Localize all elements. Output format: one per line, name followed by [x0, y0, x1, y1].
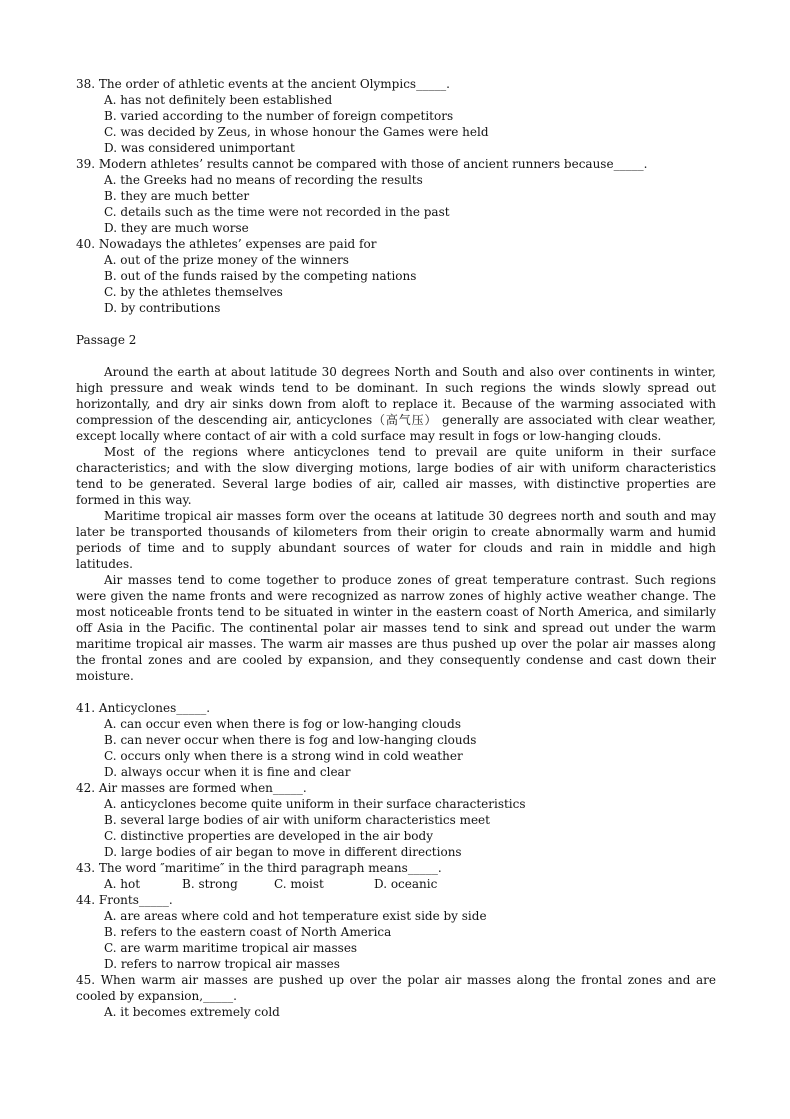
question-42-option-d: D. large bodies of air began to move in different directions [104, 845, 462, 859]
question-42-option-b: B. several large bodies of air with uniform characteristics meet [104, 813, 490, 827]
passage-paragraph-3: Maritime tropical air masses form over the oceans at latitude 30 degrees north and south and may later be transported thousands of kilometers from their origin to create abnormally warm and humid periods of time and to supply abundant sources of water for clouds and rain in middle and high latitudes. [76, 509, 716, 571]
question-39-option-c: C. details such as the time were not recorded in the past [104, 205, 450, 219]
question-38-option-d: D. was considered unimportant [104, 141, 295, 155]
question-45-stem: 45. When warm air masses are pushed up over the polar air masses along the frontal zones and are cooled by expansion,_____. [76, 973, 716, 1003]
passage-heading: Passage 2 [76, 333, 137, 347]
question-40-option-a: A. out of the prize money of the winners [104, 253, 349, 267]
question-40-stem: 40. Nowadays the athletes’ expenses are paid for [76, 237, 377, 251]
question-39-option-b: B. they are much better [104, 189, 250, 203]
question-40-option-d: D. by contributions [104, 301, 221, 315]
question-39-option-d: D. they are much worse [104, 221, 249, 235]
passage-paragraph-4: Air masses tend to come together to produce zones of great temperature contrast. Such regions were given the name fronts and were recognized as narrow zones of highly active weather change. The most noticeable fronts tend to be situated in winter in the eastern coast of North America, and similarly off Asia in the Pacific. The continental polar air masses tend to sink and spread out under the warm maritime tropical air masses. The warm air masses are thus pushed up over the polar air masses along the frontal zones and are cooled by expansion, and they consequently condense and cast down their moisture. [76, 573, 716, 683]
question-41-stem: 41. Anticyclones_____. [76, 701, 211, 715]
question-38-option-c: C. was decided by Zeus, in whose honour the Games were held [104, 125, 489, 139]
spacer [76, 316, 716, 332]
question-43-option-d: D. oceanic [374, 877, 438, 891]
question-42-option-a: A. anticyclones become quite uniform in their surface characteristics [104, 797, 526, 811]
question-41-option-c: C. occurs only when there is a strong wind in cold weather [104, 749, 463, 763]
question-39-stem: 39. Modern athletes’ results cannot be compared with those of ancient runners because_____. [76, 157, 648, 171]
question-42-option-c: C. distinctive properties are developed in the air body [104, 829, 433, 843]
question-44-option-c: C. are warm maritime tropical air masses [104, 941, 358, 955]
question-44-option-d: D. refers to narrow tropical air masses [104, 957, 340, 971]
question-38-stem: 38. The order of athletic events at the ancient Olympics_____. [76, 77, 450, 91]
spacer [76, 684, 716, 700]
question-44-option-b: B. refers to the eastern coast of North America [104, 925, 392, 939]
question-40-option-b: B. out of the funds raised by the competing nations [104, 269, 417, 283]
document-page [76, 76, 716, 1020]
question-43-options [76, 876, 716, 892]
question-44-stem: 44. Fronts_____. [76, 893, 173, 907]
question-43-option-a: A. hot [104, 877, 141, 891]
question-38-option-a: A. has not definitely been established [104, 93, 333, 107]
question-39-option-a: A. the Greeks had no means of recording the results [104, 173, 423, 187]
passage-paragraph-2: Most of the regions where anticyclones tend to prevail are quite uniform in their surface characteristics; and with the slow diverging motions, large bodies of air with uniform characteristics tend to be generated. Several large bodies of air, called air masses, with distinctive properties are formed in this way. [76, 445, 716, 507]
question-41-option-d: D. always occur when it is fine and clear [104, 765, 351, 779]
question-45-option-a: A. it becomes extremely cold [104, 1005, 280, 1019]
question-41-option-b: B. can never occur when there is fog and low-hanging clouds [104, 733, 477, 747]
question-43-stem: 43. The word ″maritime″ in the third paragraph means_____. [76, 861, 442, 875]
passage-paragraph-1: Around the earth at about latitude 30 degrees North and South and also over continents in winter, high pressure and weak winds tend to be dominant. In such regions the winds slowly spread out horizontally, and dry air sinks down from aloft to replace it. Because of the warming associated with compression of the descending air, anticyclones（高气压） generally are associated with clear weather, except locally where contact of air with a cold surface may result in fogs or low-hanging clouds. [76, 365, 716, 443]
question-41-option-a: A. can occur even when there is fog or low-hanging clouds [104, 717, 461, 731]
question-44-option-a: A. are areas where cold and hot temperature exist side by side [104, 909, 487, 923]
question-38-option-b: B. varied according to the number of foreign competitors [104, 109, 454, 123]
question-42-stem: 42. Air masses are formed when_____. [76, 781, 307, 795]
question-43-option-c: C. moist [274, 877, 324, 891]
question-40-option-c: C. by the athletes themselves [104, 285, 283, 299]
spacer [76, 348, 716, 364]
question-43-option-b: B. strong [182, 877, 238, 891]
